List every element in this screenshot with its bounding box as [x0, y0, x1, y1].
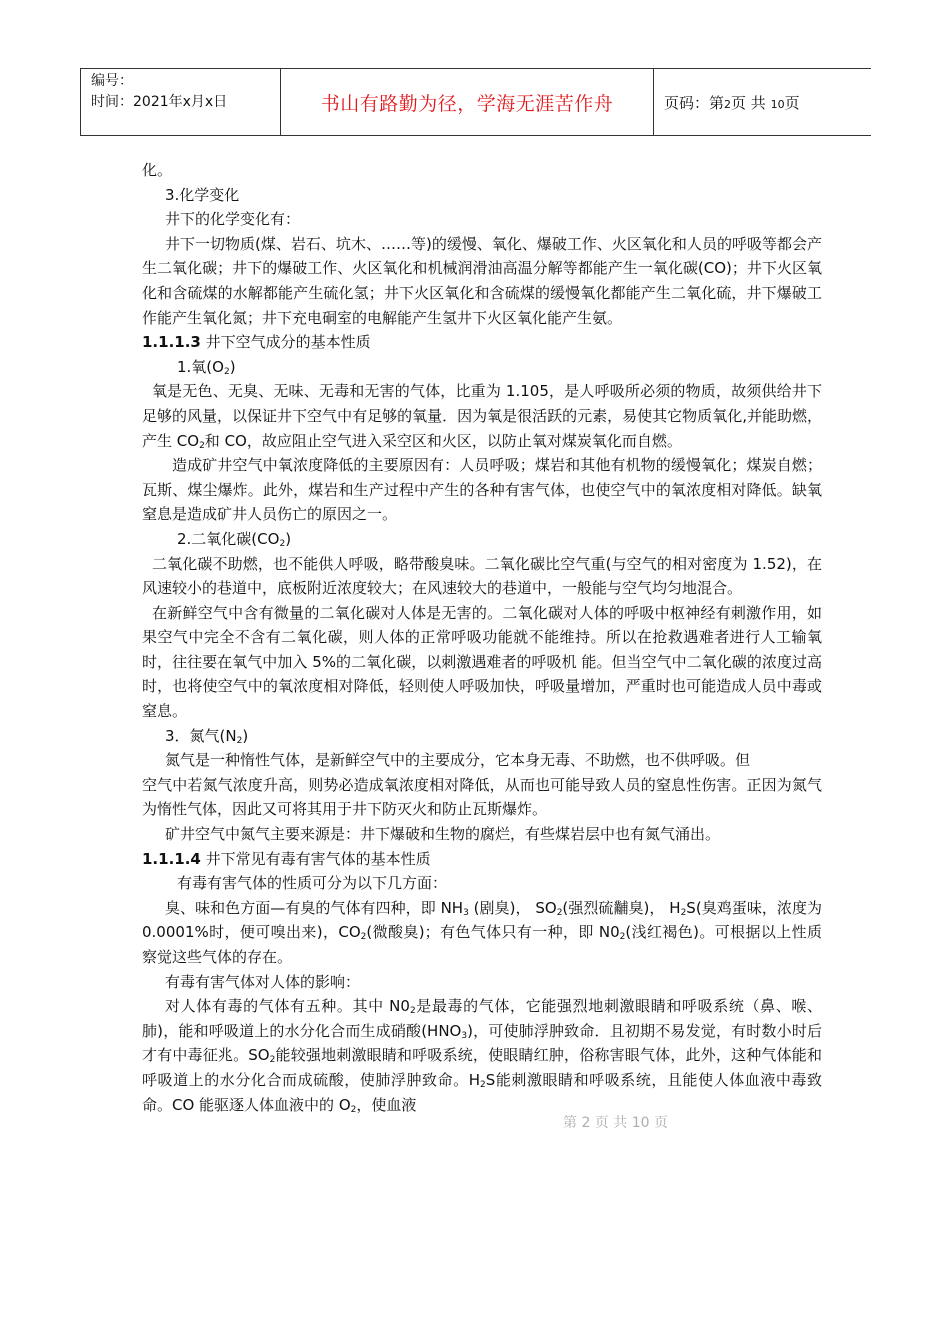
paragraph: 二氧化碳不助燃，也不能供人呼吸，略带酸臭味。二氧化碳比空气重(与空气的相对密度为 1.52)，在风速较小的巷道中，底板附近浓度较大；在风速较大的巷道中，一般能与空气均匀地混合。: [142, 554, 822, 598]
document-number-label: 编号：: [91, 73, 133, 89]
subsection-carbon-dioxide: 2.二氧化碳$(CO_2)$: [177, 529, 292, 549]
paragraph: 空气中若氮气浓度升高，则势必造成氧浓度相对降低，从而也可能导致人员的窒息性伤害。正因为氮气为惰性气体，因此又可将其用于井下防灭火和防止瓦斯爆炸。: [142, 775, 822, 819]
paragraph: 化。: [142, 161, 173, 179]
overlay-page-number: 第 2 页 共 10 页: [563, 1115, 668, 1131]
paragraph: 有毒有害气体的性质可分为以下几方面：: [177, 874, 448, 893]
page-header: [80, 68, 871, 136]
document-body: [142, 158, 822, 1117]
paragraph: 井下的化学变化有：: [165, 210, 301, 229]
header-info-cell: [81, 69, 281, 135]
subsection-nitrogen: 3．氮气$(N_2)$: [165, 726, 249, 746]
paragraph: 对人体有毒的气体有五种。其中 $N0_2$是最毒的气体，它能强烈地刺激眼睛和呼吸系统（鼻、喉、肺)，能和呼吸道上的水分化合而生成硝酸$(HNO_3)$，可使肺浮肿致命．且初期不易发觉，有时数小时后才有中毒征兆。$SO_2$能较强地刺激眼睛和呼吸系统，使眼睛红肿，俗称害眼气体，此外，这种气体能和呼吸道上的水分化合而成硫酸，使肺浮肿致命。$H_2S$能刺激眼睛和呼吸系统，且能使人体血液中毒致命。CO 能驱逐人体血液中的 $O_2$，使血液: [142, 997, 822, 1115]
header-motto-cell: [281, 69, 654, 135]
section-heading-1-1-1-3: 1.1.1.3 井下空气成分的基本性质: [142, 333, 371, 352]
paragraph: 有毒有害气体对人体的影响：: [165, 972, 361, 991]
paragraph: 臭、味和色方面—有臭的气体有四种，即 $NH_3$ (剧臭)， $SO_2$(强烈硫黼臭)， $H_2S$(臭鸡蛋味，浓度为 0.0001%时，便可嗅出来)，$CO_2$(微酸臭)；有色气体只有一种，即 $N0_2$(浅红褐色)。可根据以上性质察觉这些气体的存在。: [142, 898, 823, 966]
subsection-oxygen: 1.氧$(O_2)$: [177, 357, 236, 377]
paragraph: 矿井空气中氮气主要来源是：井下爆破和生物的腐烂，有些煤岩层中也有氮气涌出。: [165, 825, 721, 844]
header-page-cell: [654, 69, 871, 135]
paragraph: 氮气是一种惰性气体，是新鲜空气中的主要成分，它本身无毒、不助燃，也不供呼吸。但: [165, 751, 751, 770]
paragraph: 井下一切物质(煤、岩石、坑木、……等)的缓慢、氧化、爆破工作、火区氧化和人员的呼吸等都会产生二氧化碳；井下的爆破工作、火区氧化和机械润滑油高温分解等都能产生一氧化碳(CO)；井下火区氧化和含硫煤的水解都能产生硫化氢；井下火区氧化和含硫煤的缓慢氧化都能产生二氧化硫，井下爆破工作能产生氧化氮；井下充电硐室的电解能产生氢井下火区氧化能产生氨。: [142, 234, 822, 327]
header-motto: 书山有路勤为径，学海无涯苦作舟: [320, 92, 614, 115]
document-date: 时间：2021年x月x日: [91, 94, 228, 110]
page-number-indicator: 页码：第2页 共 10页: [664, 93, 800, 112]
section-title-chemical-change: 3.化学变化: [165, 185, 240, 204]
paragraph: 在新鲜空气中含有微量的二氧化碳对人体是无害的。二氧化碳对人体的呼吸中枢神经有刺激作用，如果空气中完全不含有二氧化碳，则人体的正常呼吸功能就不能维持。所以在抢救遇难者进行人工输氧时，往往要在氧气中加入 5%的二氧化碳，以刺激遇难者的呼吸机 能。但当空气中二氧化碳的浓度过高时，也将使空气中的氧浓度相对降低，轻则使人呼吸加快，呼吸量增加，严重时也可能造成人员中毒或窒息。: [142, 603, 822, 721]
paragraph: 造成矿井空气中氧浓度降低的主要原因有：人员呼吸；煤岩和其他有机物的缓慢氧化；煤炭自燃；瓦斯、煤尘爆炸。此外，煤岩和生产过程中产生的各种有害气体，也使空气中的氧浓度相对降低。缺氧窒息是造成矿井人员伤亡的原因之一。: [142, 456, 822, 524]
section-heading-1-1-1-4: 1.1.1.4 井下常见有毒有害气体的基本性质: [142, 849, 431, 868]
paragraph: 氧是无色、无臭、无味、无毒和无害的气体，比重为 1.105，是人呼吸所必须的物质，故须供给井下足够的风量，以保证井下空气中有足够的氧量．因为氧是很活跃的元素，易使其它物质氧化,并能助燃，产生 $CO_2$和 CO，故应阻止空气进入采空区和火区，以防止氧对煤炭氧化而自燃。: [142, 382, 822, 451]
